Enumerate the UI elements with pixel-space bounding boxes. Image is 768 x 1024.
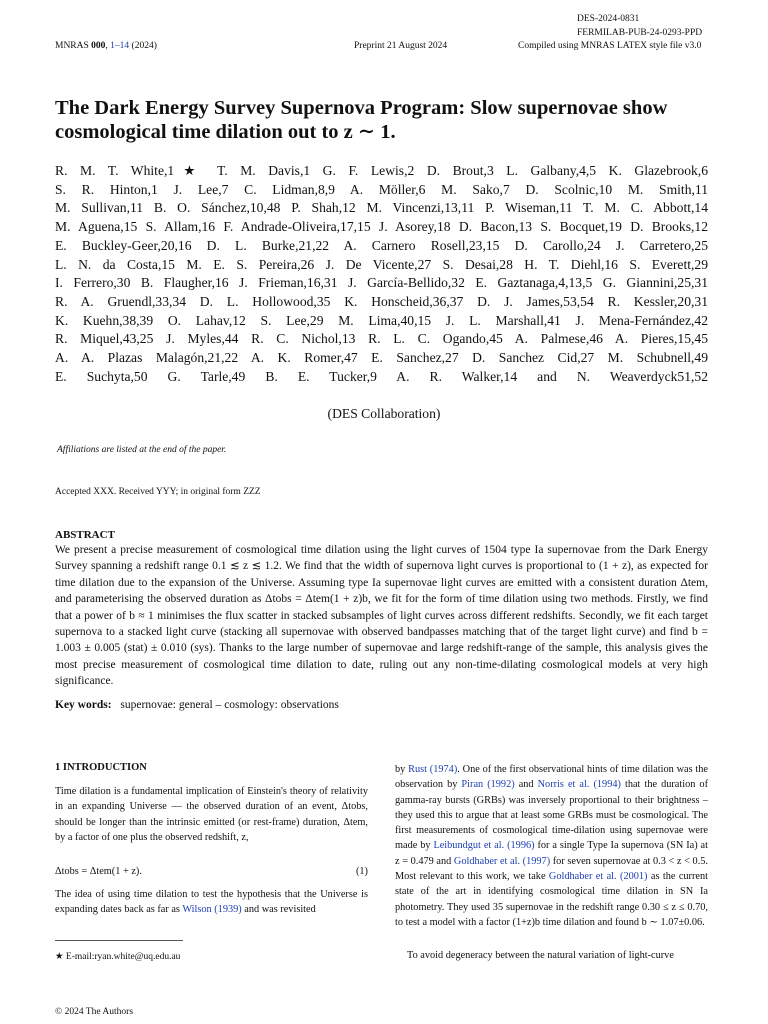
journal-citation: MNRAS 000, 1–14 (2024) bbox=[55, 41, 157, 51]
keywords bbox=[55, 699, 339, 711]
body-text: that the duration of gamma-ray bursts (GRBs) was inversely proportional to their brightness – they used this to argue that at least some GRBs must be cosmological. The first measurements of cosmological time-dilation using supernovae were made by bbox=[395, 779, 709, 852]
author-line: M. Sullivan,11 B. O. Sánchez,10,48 P. Shah,12 M. Vincenzi,13,11 P. Wiseman,11 T. M. C. Abbott,14 bbox=[55, 200, 708, 216]
abstract-text: We present a precise measurement of cosmological time dilation using the light curves of 1504 type Ia supernovae from the Dark Energy Survey spanning a redshift range 0.1 ≲ z ≲ 1.2. We find that the width of supernova light curves is proportional to (1 + z), as expected for time dilation due to the expansion of the Universe. Assuming type Ia supernovae light curves are emitted with a consistent duration Δtem, and parameterising the observed duration as Δtobs = Δtem(1 + z)b, we fit for the form of time dilation using two methods. Firstly, we find that a power of b ≈ 1 minimises the flux scatter in stacked subsamples of light curves across different redshifts. Secondly, we fit each target supernova to a stacked light curve (stacking all supernovae with observed bandpasses matching that of the target light curve) and find b = 1.003 ± 0.005 (stat) ± 0.010 (sys). Thanks to the large number of supernovae and large redshift-range of the sample, this analysis gives the most precise measurement of cosmological time dilation to date, ruling out any non-time-dilating cosmological models at very high significance. bbox=[55, 544, 708, 688]
abstract-heading: ABSTRACT bbox=[55, 529, 115, 541]
citation-link[interactable]: Leibundgut et al. (1996) bbox=[433, 840, 535, 852]
author-line: A. A. Plazas Malagón,21,22 A. K. Romer,47 E. Sanchez,27 D. Sanchez Cid,27 M. Schubnell,49 bbox=[55, 350, 708, 366]
report-ids bbox=[577, 12, 702, 40]
author-list bbox=[55, 162, 708, 386]
citation-link[interactable]: Piran (1992) bbox=[461, 779, 515, 791]
report-id-des: DES-2024-0831 bbox=[577, 14, 640, 24]
intro-p2-text-end: and was revisited bbox=[241, 904, 316, 916]
citation-link[interactable]: Goldhaber et al. (1997) bbox=[453, 855, 551, 867]
keywords-label: Key words: bbox=[55, 699, 112, 711]
citation-link[interactable]: Goldhaber et al. (2001) bbox=[548, 871, 648, 883]
footnote-rule bbox=[55, 940, 183, 941]
keywords-text: supernovae: general – cosmology: observations bbox=[120, 699, 339, 711]
collaboration: (DES Collaboration) bbox=[327, 406, 441, 421]
page-range-link[interactable]: 1–14 bbox=[110, 41, 130, 51]
journal-year: (2024) bbox=[131, 41, 157, 51]
citation-link[interactable]: Norris et al. (1994) bbox=[537, 779, 621, 791]
author-line: R. M. T. White,1★ T. M. Davis,1 G. F. Lewis,2 D. Brout,3 L. Galbany,4,5 K. Glazebrook,6 bbox=[55, 163, 708, 178]
section-heading: 1 INTRODUCTION bbox=[55, 762, 147, 773]
journal-volume: 000 bbox=[91, 41, 106, 51]
equation-number: (1) bbox=[355, 866, 368, 877]
journal-name: MNRAS bbox=[55, 41, 89, 51]
citation-link[interactable]: Wilson (1939) bbox=[182, 904, 242, 916]
copyright: © 2024 The Authors bbox=[55, 1007, 134, 1017]
equation-1 bbox=[55, 866, 368, 877]
intro-p2-text: The idea of using time dilation to test the hypothesis that the Universe is expanding dates back as far as bbox=[55, 889, 368, 916]
accepted-line: Accepted XXX. Received YYY; in original form ZZZ bbox=[55, 487, 261, 497]
body-text: as the current state of the art in identifying cosmological time dilation in SN Ia photometry. They used 35 supernovae in the redshift range 0.30 ≤ z ≤ 0.70, to test a model with a factor (1+z)b time dilation and found b ∼ 1.07±0.06. bbox=[395, 871, 708, 928]
right-column-paragraph bbox=[395, 762, 708, 930]
author-line: R. A. Gruendl,33,34 D. L. Hollowood,35 K. Honscheid,36,37 D. J. James,53,54 R. Kessler,20,31 bbox=[55, 293, 708, 309]
right-column-paragraph-2: To avoid degeneracy between the natural variation of light-curve bbox=[407, 950, 674, 961]
email-footnote: ★ E-mail:ryan.white@uq.edu.au bbox=[55, 952, 181, 962]
intro-paragraph-2 bbox=[55, 887, 368, 918]
author-line: I. Ferrero,30 B. Flaugher,16 J. Frieman,16,31 J. García-Bellido,32 E. Gaztanaga,4,13,5 G. Giannini,25,31 bbox=[55, 275, 708, 291]
report-id-fermilab: FERMILAB-PUB-24-0293-PPD bbox=[577, 28, 703, 38]
intro-paragraph-1: Time dilation is a fundamental implication of Einstein's theory of relativity in an expanding Universe — the observed duration of an event, Δtobs, should be longer than the intrinsic emitted (or rest-frame) duration, Δtem, by a factor of one plus the observed redshift, z, bbox=[55, 786, 368, 843]
preprint-date: Preprint 21 August 2024 bbox=[354, 41, 448, 51]
body-text: for seven supernovae at 0.3 < z < 0.5. Most relevant to this work, we take bbox=[395, 855, 708, 883]
citation-link[interactable]: Rust (1974) bbox=[408, 764, 458, 775]
affiliations-note: Affiliations are listed at the end of the paper. bbox=[57, 445, 227, 455]
author-line: L. N. da Costa,15 M. E. S. Pereira,26 J. De Vicente,27 S. Desai,28 H. T. Diehl,16 S. Everett,29 bbox=[55, 256, 708, 272]
paper-title: The Dark Energy Survey Supernova Program: Slow supernovae show cosmological time dilation out to z ∼ 1. bbox=[55, 97, 668, 143]
body-text: and bbox=[514, 779, 538, 791]
equation-text: Δtobs = Δtem(1 + z). bbox=[55, 866, 142, 877]
author-line: E. Suchyta,50 G. Tarle,49 B. E. Tucker,9 A. R. Walker,14 and N. Weaverdyck51,52 bbox=[55, 368, 708, 384]
body-text: . One of the first observational hints of time dilation was the observation by bbox=[395, 764, 708, 791]
author-line: M. Aguena,15 S. Allam,16 F. Andrade-Oliveira,17,15 J. Asorey,18 D. Bacon,13 S. Bocquet,19 D. Brooks,12 bbox=[55, 219, 708, 235]
author-line: R. Miquel,43,25 J. Myles,44 R. C. Nichol,13 R. L. C. Ogando,45 A. Palmese,46 A. Pieres,15,45 bbox=[55, 331, 708, 347]
body-text: for a single Type Ia supernova (SN Ia) at z = 0.479 and bbox=[395, 840, 708, 867]
author-line: E. Buckley-Geer,20,16 D. L. Burke,21,22 A. Carnero Rosell,23,15 D. Carollo,24 J. Carretero,25 bbox=[55, 237, 708, 253]
author-line: S. R. Hinton,1 J. Lee,7 C. Lidman,8,9 A. Möller,6 M. Sako,7 D. Scolnic,10 M. Smith,11 bbox=[55, 181, 708, 197]
compiled-note: Compiled using MNRAS LATEX style file v3.0 bbox=[518, 41, 702, 51]
author-line: K. Kuehn,38,39 O. Lahav,12 S. Lee,29 M. Lima,40,15 J. L. Marshall,41 J. Mena-Fernández,42 bbox=[55, 312, 708, 328]
body-text: by bbox=[395, 764, 409, 775]
